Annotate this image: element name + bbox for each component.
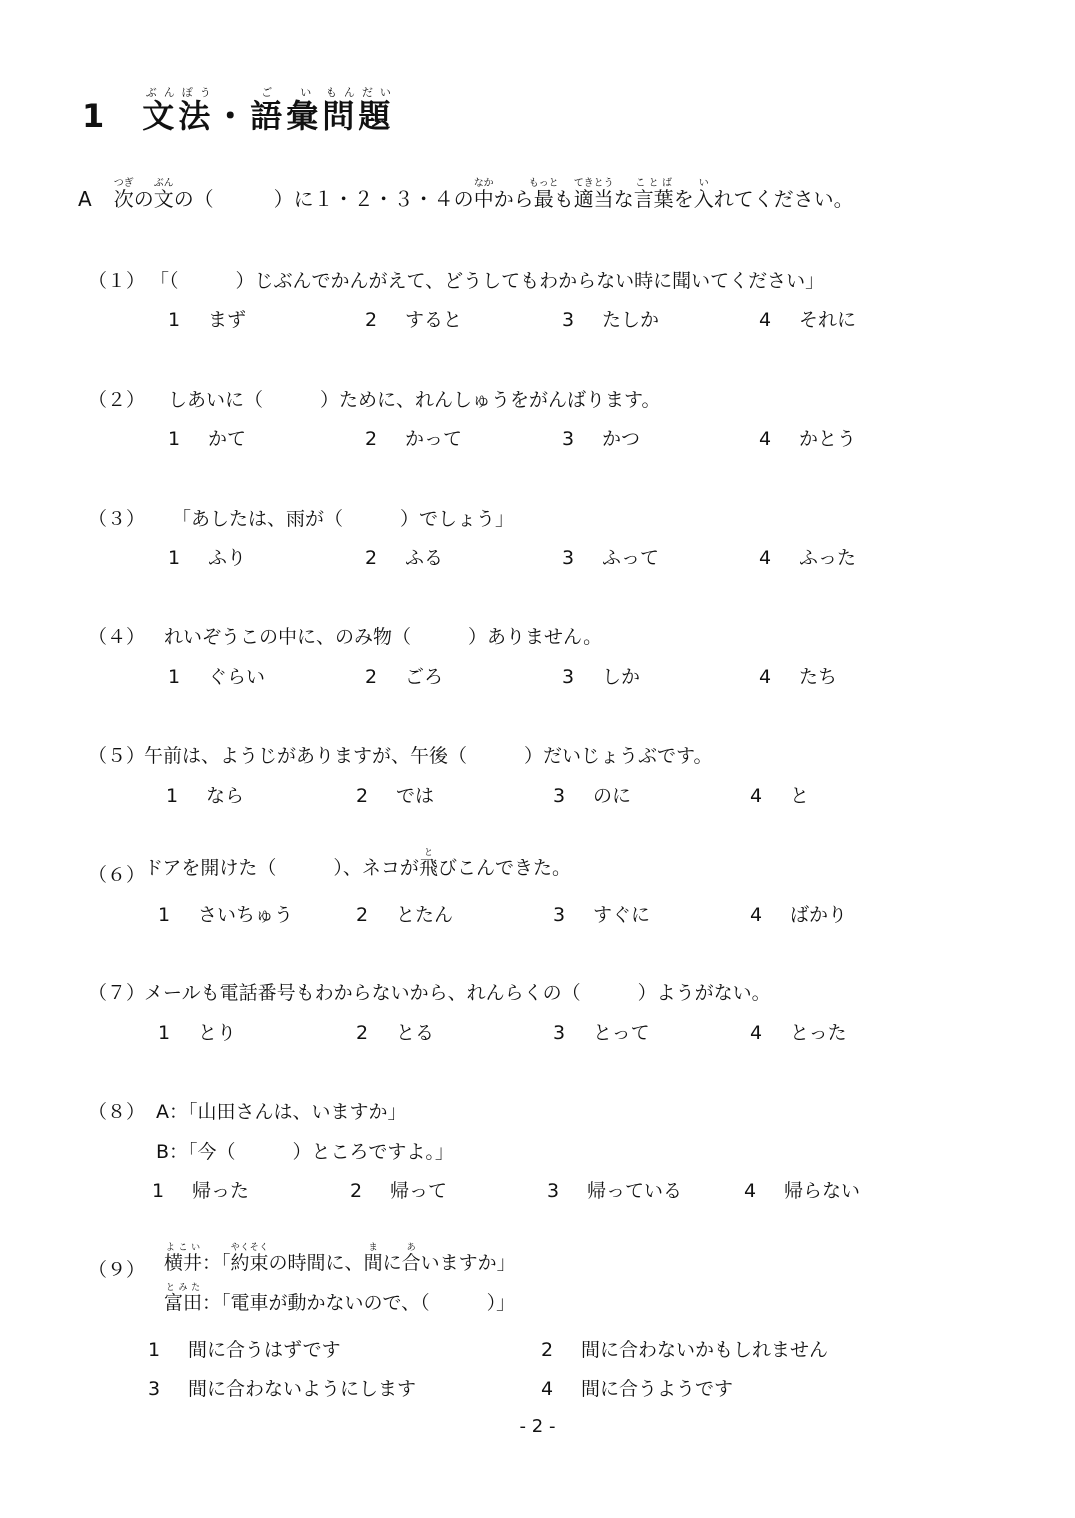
option-4[interactable]: 4 とった — [750, 1022, 847, 1044]
speaker-name: 横井よこい — [164, 1243, 203, 1274]
option-1[interactable]: 1 とり — [158, 1022, 237, 1044]
page-number: - 2 - — [519, 1416, 556, 1437]
question-text: 午前は、ようじがありますが、午後（ ）だいじょうぶです。 — [144, 745, 713, 767]
option-2[interactable]: 2 帰って — [350, 1180, 448, 1202]
speaker-name: 富田とみた — [164, 1283, 203, 1314]
question-text: れいぞうこの中に、のみ物（ ）ありません。 — [164, 626, 603, 648]
option-3[interactable]: 3 ふって — [562, 547, 660, 569]
dialogue-line-a: A：「山田さんは、いますか」 — [156, 1101, 407, 1123]
instruction-label: A — [78, 187, 92, 211]
option-2[interactable]: 2 間に合わないかもしれません — [541, 1339, 829, 1361]
question-number: （８） — [88, 1101, 146, 1123]
option-4[interactable]: 4 たち — [759, 666, 838, 688]
dialogue-line-a: 横井よこい：「約束やくそくの時間に、間まに合あいますか」 — [164, 1243, 516, 1274]
option-3[interactable]: 3 すぐに — [553, 904, 651, 926]
question-number: （３） — [88, 508, 146, 530]
instruction: A 次つぎの文ぶんの（ ）に１・２・３・４の中なかから最もっとも適当てきとうな言葉ことばを入いれてください。 — [78, 178, 854, 211]
dialogue-line-b: B：「今（ ）ところですよ。」 — [156, 1141, 454, 1163]
option-2[interactable]: 2 とる — [356, 1022, 435, 1044]
option-2[interactable]: 2 では — [356, 785, 435, 807]
option-1[interactable]: 1 ふり — [168, 547, 247, 569]
option-2[interactable]: 2 すると — [365, 309, 463, 331]
option-3[interactable]: 3 のに — [553, 785, 632, 807]
option-1[interactable]: 1 なら — [166, 785, 245, 807]
dialogue-line-b: 富田とみた：「電車が動かないので、（ ）」 — [164, 1283, 516, 1314]
option-1[interactable]: 1 さいちゅう — [158, 904, 294, 926]
option-4[interactable]: 4 間に合うようです — [541, 1378, 734, 1400]
option-2[interactable]: 2 かって — [365, 428, 463, 450]
option-1[interactable]: 1 ぐらい — [168, 666, 266, 688]
question-number: （６） — [88, 864, 146, 886]
question-number: （４） — [88, 626, 146, 648]
page-title — [82, 86, 394, 137]
question-number: （９） — [88, 1259, 146, 1281]
question-text: メールも電話番号もわからないから、れんらくの（ ）ようがない。 — [144, 982, 771, 1004]
option-4[interactable]: 4 ばかり — [750, 904, 848, 926]
option-3[interactable]: 3 しか — [562, 666, 641, 688]
question-text: ドアを開けた（ ）、ネコが飛とびこんできた。 — [144, 848, 571, 879]
option-2[interactable]: 2 ごろ — [365, 666, 444, 688]
option-4[interactable]: 4 ふった — [759, 547, 857, 569]
section-number: 1 — [82, 97, 109, 135]
question-text: 「（ ）じぶんでかんがえて、どうしてもわからない時に聞いてください」 — [150, 270, 825, 292]
question-number: （１） — [88, 270, 146, 292]
option-3[interactable]: 3 かつ — [562, 428, 641, 450]
title-word-vocab: 語彙ごい — [250, 86, 323, 135]
question-number: （２） — [88, 389, 146, 411]
question-text: しあいに（ ）ために、れんしゅうをがんばります。 — [168, 389, 661, 411]
option-4[interactable]: 4 それに — [759, 309, 857, 331]
title-word-grammar: 文法ぶんぽう — [142, 86, 215, 135]
option-2[interactable]: 2 とたん — [356, 904, 454, 926]
option-4[interactable]: 4 帰らない — [744, 1180, 861, 1202]
option-4[interactable]: 4 と — [750, 785, 810, 807]
option-1[interactable]: 1 まず — [168, 309, 247, 331]
option-1[interactable]: 1 帰った — [152, 1180, 250, 1202]
question-number: （５） — [88, 745, 146, 767]
question-number: （７） — [88, 982, 146, 1004]
question-text: 「あしたは、雨が（ ）でしょう」 — [172, 508, 515, 530]
option-3[interactable]: 3 たしか — [562, 309, 660, 331]
option-3[interactable]: 3 間に合わないようにします — [148, 1378, 417, 1400]
title-word-problem: 問題もんだい — [322, 86, 395, 135]
option-3[interactable]: 3 帰っている — [547, 1180, 683, 1202]
option-1[interactable]: 1 かて — [168, 428, 247, 450]
option-3[interactable]: 3 とって — [553, 1022, 650, 1044]
option-1[interactable]: 1 間に合うはずです — [148, 1339, 341, 1361]
option-2[interactable]: 2 ふる — [365, 547, 444, 569]
title-separator: ・ — [214, 97, 251, 135]
option-4[interactable]: 4 かとう — [759, 428, 857, 450]
